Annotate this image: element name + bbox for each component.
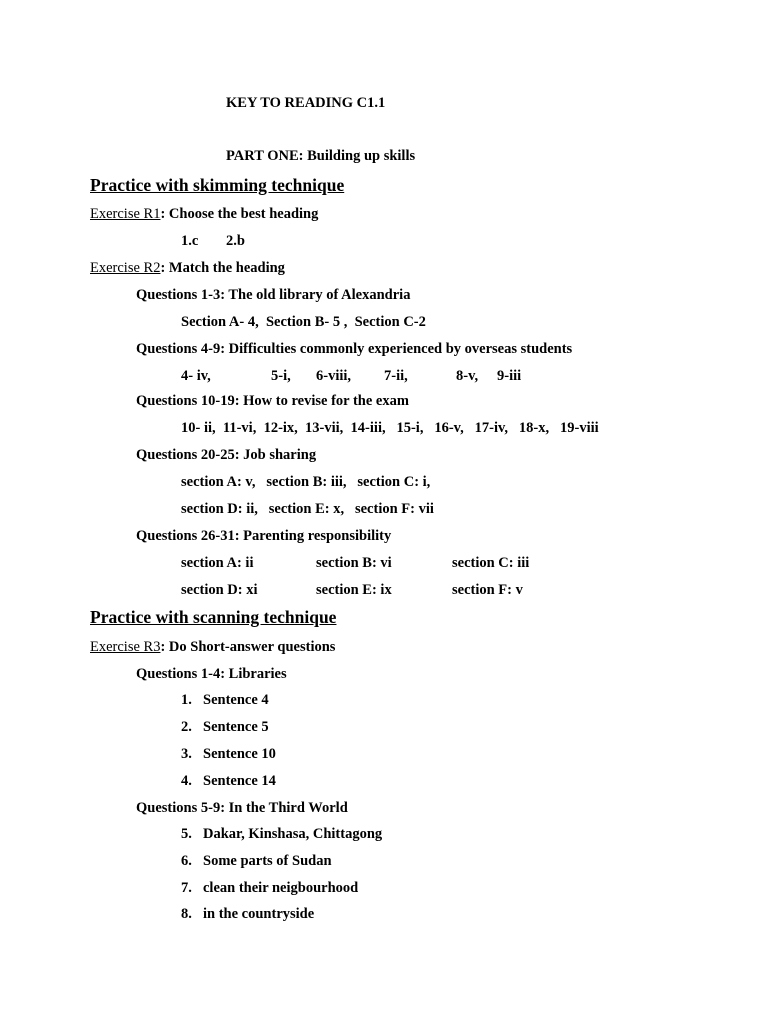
r2-answer-7: 7-ii, [384, 368, 408, 384]
list-number: 2. [181, 719, 192, 735]
list-text: in the countryside [203, 906, 315, 922]
list-item [181, 852, 332, 870]
r1-answer-2: 2.b [226, 233, 245, 249]
r2-answer-4: 4- iv, [181, 368, 211, 384]
list-number: 4. [181, 773, 192, 789]
list-text: Some parts of Sudan [203, 853, 332, 869]
list-number: 6. [181, 853, 192, 869]
r2-grid-cell: section A: ii [181, 555, 254, 571]
r2-answer-20-25-line-1: section A: v, section B: iii, section C: i, [181, 474, 431, 490]
r2-grid-cell: section D: xi [181, 582, 258, 598]
list-number: 5. [181, 826, 192, 842]
list-item [181, 879, 358, 897]
exercise-r3 [90, 638, 335, 656]
list-item [181, 825, 382, 843]
r2-answer-10-19: 10- ii, 11-vi, 12-ix, 13-vii, 14-iii, 15-i, 16-v, 17-iv, 18-x, 19-viii [181, 420, 599, 436]
r2-question-10-19: Questions 10-19: How to revise for the exam [136, 393, 409, 409]
r2-answer-20-25-line-2: section D: ii, section E: x, section F: vii [181, 501, 434, 517]
r2-grid-cell: section E: ix [316, 582, 392, 598]
exercise-r2-label: Exercise R2 [90, 260, 161, 276]
r2-answer-5: 5-i, [271, 368, 291, 384]
exercise-r1-instruction: : Choose the best heading [160, 206, 319, 222]
r2-grid-cell: section C: iii [452, 555, 530, 571]
r1-answer-1: 1.c [181, 233, 199, 249]
list-item [181, 691, 269, 709]
r2-grid-cell: section B: vi [316, 555, 392, 571]
list-item [181, 772, 276, 790]
list-text: Sentence 5 [203, 719, 269, 735]
list-number: 3. [181, 746, 192, 762]
page-title: KEY TO READING C1.1 [226, 95, 386, 111]
r2-answer-9: 9-iii [497, 368, 522, 384]
exercise-r2-instruction: : Match the heading [160, 260, 285, 276]
list-item [181, 905, 314, 923]
r2-question-4-9: Questions 4-9: Difficulties commonly experienced by overseas students [136, 341, 573, 357]
exercise-r2 [90, 259, 285, 277]
r2-question-1-3: Questions 1-3: The old library of Alexandria [136, 287, 411, 303]
list-text: Sentence 10 [203, 746, 276, 762]
r2-question-20-25: Questions 20-25: Job sharing [136, 447, 317, 463]
list-number: 7. [181, 880, 192, 896]
r2-question-26-31: Questions 26-31: Parenting responsibility [136, 528, 392, 544]
list-text: clean their neigbourhood [203, 880, 359, 896]
skimming-heading: Practice with skimming technique [90, 175, 345, 195]
exercise-r1-label: Exercise R1 [90, 206, 161, 222]
list-item [181, 745, 276, 763]
r2-answer-8: 8-v, [456, 368, 479, 384]
exercise-r3-label: Exercise R3 [90, 639, 161, 655]
list-text: Sentence 4 [203, 692, 269, 708]
r3-question-1-4: Questions 1-4: Libraries [136, 666, 287, 682]
r3-question-5-9: Questions 5-9: In the Third World [136, 800, 348, 816]
list-item [181, 718, 269, 736]
part-heading: PART ONE: Building up skills [226, 148, 416, 164]
r2-answer-6: 6-viii, [316, 368, 352, 384]
exercise-r3-instruction: : Do Short-answer questions [160, 639, 336, 655]
r2-answer-1-3: Section A- 4, Section B- 5 , Section C-2 [181, 314, 426, 330]
scanning-heading: Practice with scanning technique [90, 607, 337, 627]
exercise-r1 [90, 205, 318, 223]
list-number: 8. [181, 906, 192, 922]
r2-grid-cell: section F: v [452, 582, 523, 598]
list-text: Sentence 14 [203, 773, 276, 789]
list-text: Dakar, Kinshasa, Chittagong [203, 826, 383, 842]
list-number: 1. [181, 692, 192, 708]
